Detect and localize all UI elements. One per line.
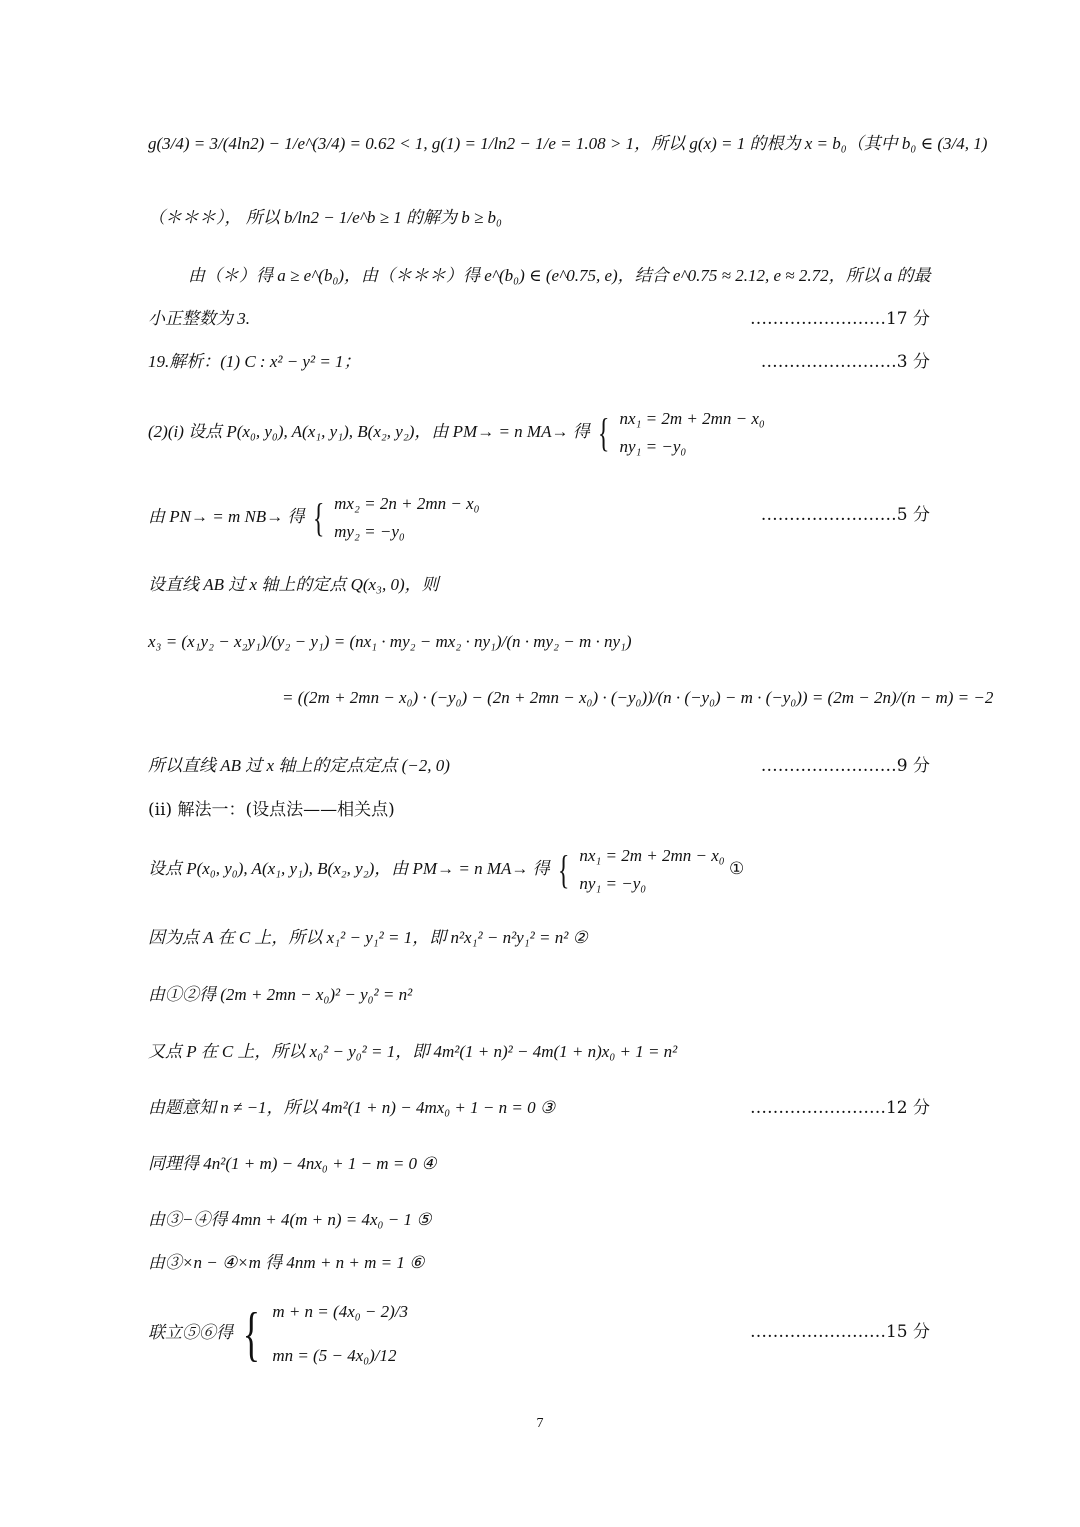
score-15: ……………………15 分	[749, 1322, 930, 1342]
line-x3-formula: x₃ = (x₁y₂ − x₂y₁)/(y₂ − y₁) = (nx₁ · my₂ − mx₂ · ny₁)/(n · my₂ − m · ny₁)	[148, 632, 632, 651]
system-brace: {	[597, 410, 610, 455]
line-eq-5: 由③−④得 4mn + 4(m + n) = 4x₀ − 1 ⑤	[148, 1210, 432, 1229]
system-eq-1-row2: ny₁ = −y₀	[619, 437, 687, 456]
line-eq-3: 由题意知 n ≠ −1，所以 4m²(1 + n) − 4mx₀ + 1 − n = 0 ③	[148, 1098, 556, 1117]
set-points-lead: 设点 P(x₀, y₀), A(x₁, y₁), B(x₂, y₂)，由 PM→ = n MA→ 得	[148, 858, 550, 878]
line-combine-5-6	[148, 1290, 408, 1378]
score-3: ……………………3 分	[760, 352, 930, 372]
system-eq-4-row2: mn = (5 − 4x₀)/12	[272, 1346, 397, 1365]
system-brace: {	[243, 1301, 261, 1367]
line-solution-b: （＊＊＊）， 所以 b/ln2 − 1/e^b ≥ 1 的解为 b ≥ b₀	[148, 208, 502, 227]
score-17: ……………………17 分	[749, 309, 930, 329]
line-set-points	[148, 842, 744, 898]
system-eq-4	[272, 1290, 408, 1378]
score-5: ……………………5 分	[760, 505, 930, 525]
line-eq-4: 同理得 4n²(1 + m) − 4nx₀ + 1 − m = 0 ④	[148, 1154, 437, 1173]
line-method-one: (ii) 解法一：(设点法——相关点)	[148, 800, 395, 820]
system-brace: {	[312, 495, 325, 540]
line-q19-part1: 19.解析：(1) C : x² − y² = 1；	[148, 352, 361, 371]
system-eq-3-row2: ny₁ = −y₀	[579, 874, 647, 893]
score-9: ……………………9 分	[760, 756, 930, 776]
line-from-1-2: 由①②得 (2m + 2mn − x₀)² − y₀² = n²	[148, 985, 413, 1004]
part2i-lead: (2)(i) 设点 P(x₀, y₀), A(x₁, y₁), B(x₂, y₂)，由 PM→ = n MA→ 得	[148, 421, 590, 441]
line-q19-part2i	[148, 405, 765, 461]
page-number: 7	[536, 1416, 544, 1431]
pn-lead: 由 PN→ = m NB→ 得	[148, 506, 305, 526]
line-eq-6: 由③×n − ④×m 得 4nm + n + m = 1 ⑥	[148, 1253, 425, 1272]
line-a-range: 由（＊）得 a ≥ e^(b₀)，由（＊＊＊）得 e^(b₀) ∈ (e^0.75, e)，结合 e^0.75 ≈ 2.12, e ≈ 2.72，所以 a 的最	[188, 266, 931, 285]
system-eq-2	[334, 490, 479, 546]
combine-lead: 联立⑤⑥得	[148, 1322, 233, 1342]
system-brace: {	[557, 847, 570, 892]
system-eq-4-row1: m + n = (4x₀ − 2)/3	[272, 1302, 409, 1321]
line-pn-relation	[148, 490, 480, 546]
line-min-integer: 小正整数为 3.	[148, 309, 250, 328]
line-fixed-point-q: 设直线 AB 过 x 轴上的定点 Q(x₃, 0)，则	[148, 575, 439, 594]
system-eq-1	[619, 405, 764, 461]
line-fixed-point-result: 所以直线 AB 过 x 轴上的定点定点 (−2, 0)	[148, 756, 450, 775]
line-g-values: g(3/4) = 3/(4ln2) − 1/e^(3/4) = 0.62 < 1, g(1) = 1/ln2 − 1/e = 1.08 > 1，所以 g(x) = 1 的根为 x = b₀（其中 b₀ ∈ (3/4, 1)	[148, 134, 988, 153]
system-eq-2-row2: my₂ = −y₀	[334, 522, 405, 541]
equation-tag: ①	[728, 858, 745, 878]
line-point-a-on-c: 因为点 A 在 C 上，所以 x₁² − y₁² = 1，即 n²x₁² − n²y₁² = n² ②	[148, 928, 588, 947]
line-point-p-on-c: 又点 P 在 C 上，所以 x₀² − y₀² = 1，即 4m²(1 + n)² − 4m(1 + n)x₀ + 1 = n²	[148, 1042, 678, 1061]
system-eq-3-row1: nx₁ = 2m + 2mn − x₀	[579, 846, 725, 865]
score-12: ……………………12 分	[749, 1098, 930, 1118]
system-eq-3	[579, 842, 724, 898]
system-eq-2-row1: mx₂ = 2n + 2mn − x₀	[334, 494, 480, 513]
system-eq-1-row1: nx₁ = 2m + 2mn − x₀	[619, 409, 765, 428]
line-x3-result: = ((2m + 2mn − x₀) · (−y₀) − (2n + 2mn − x₀) · (−y₀))/(n · (−y₀) − m · (−y₀)) = (2m − 2n)/(n − m) = −2	[282, 688, 994, 707]
